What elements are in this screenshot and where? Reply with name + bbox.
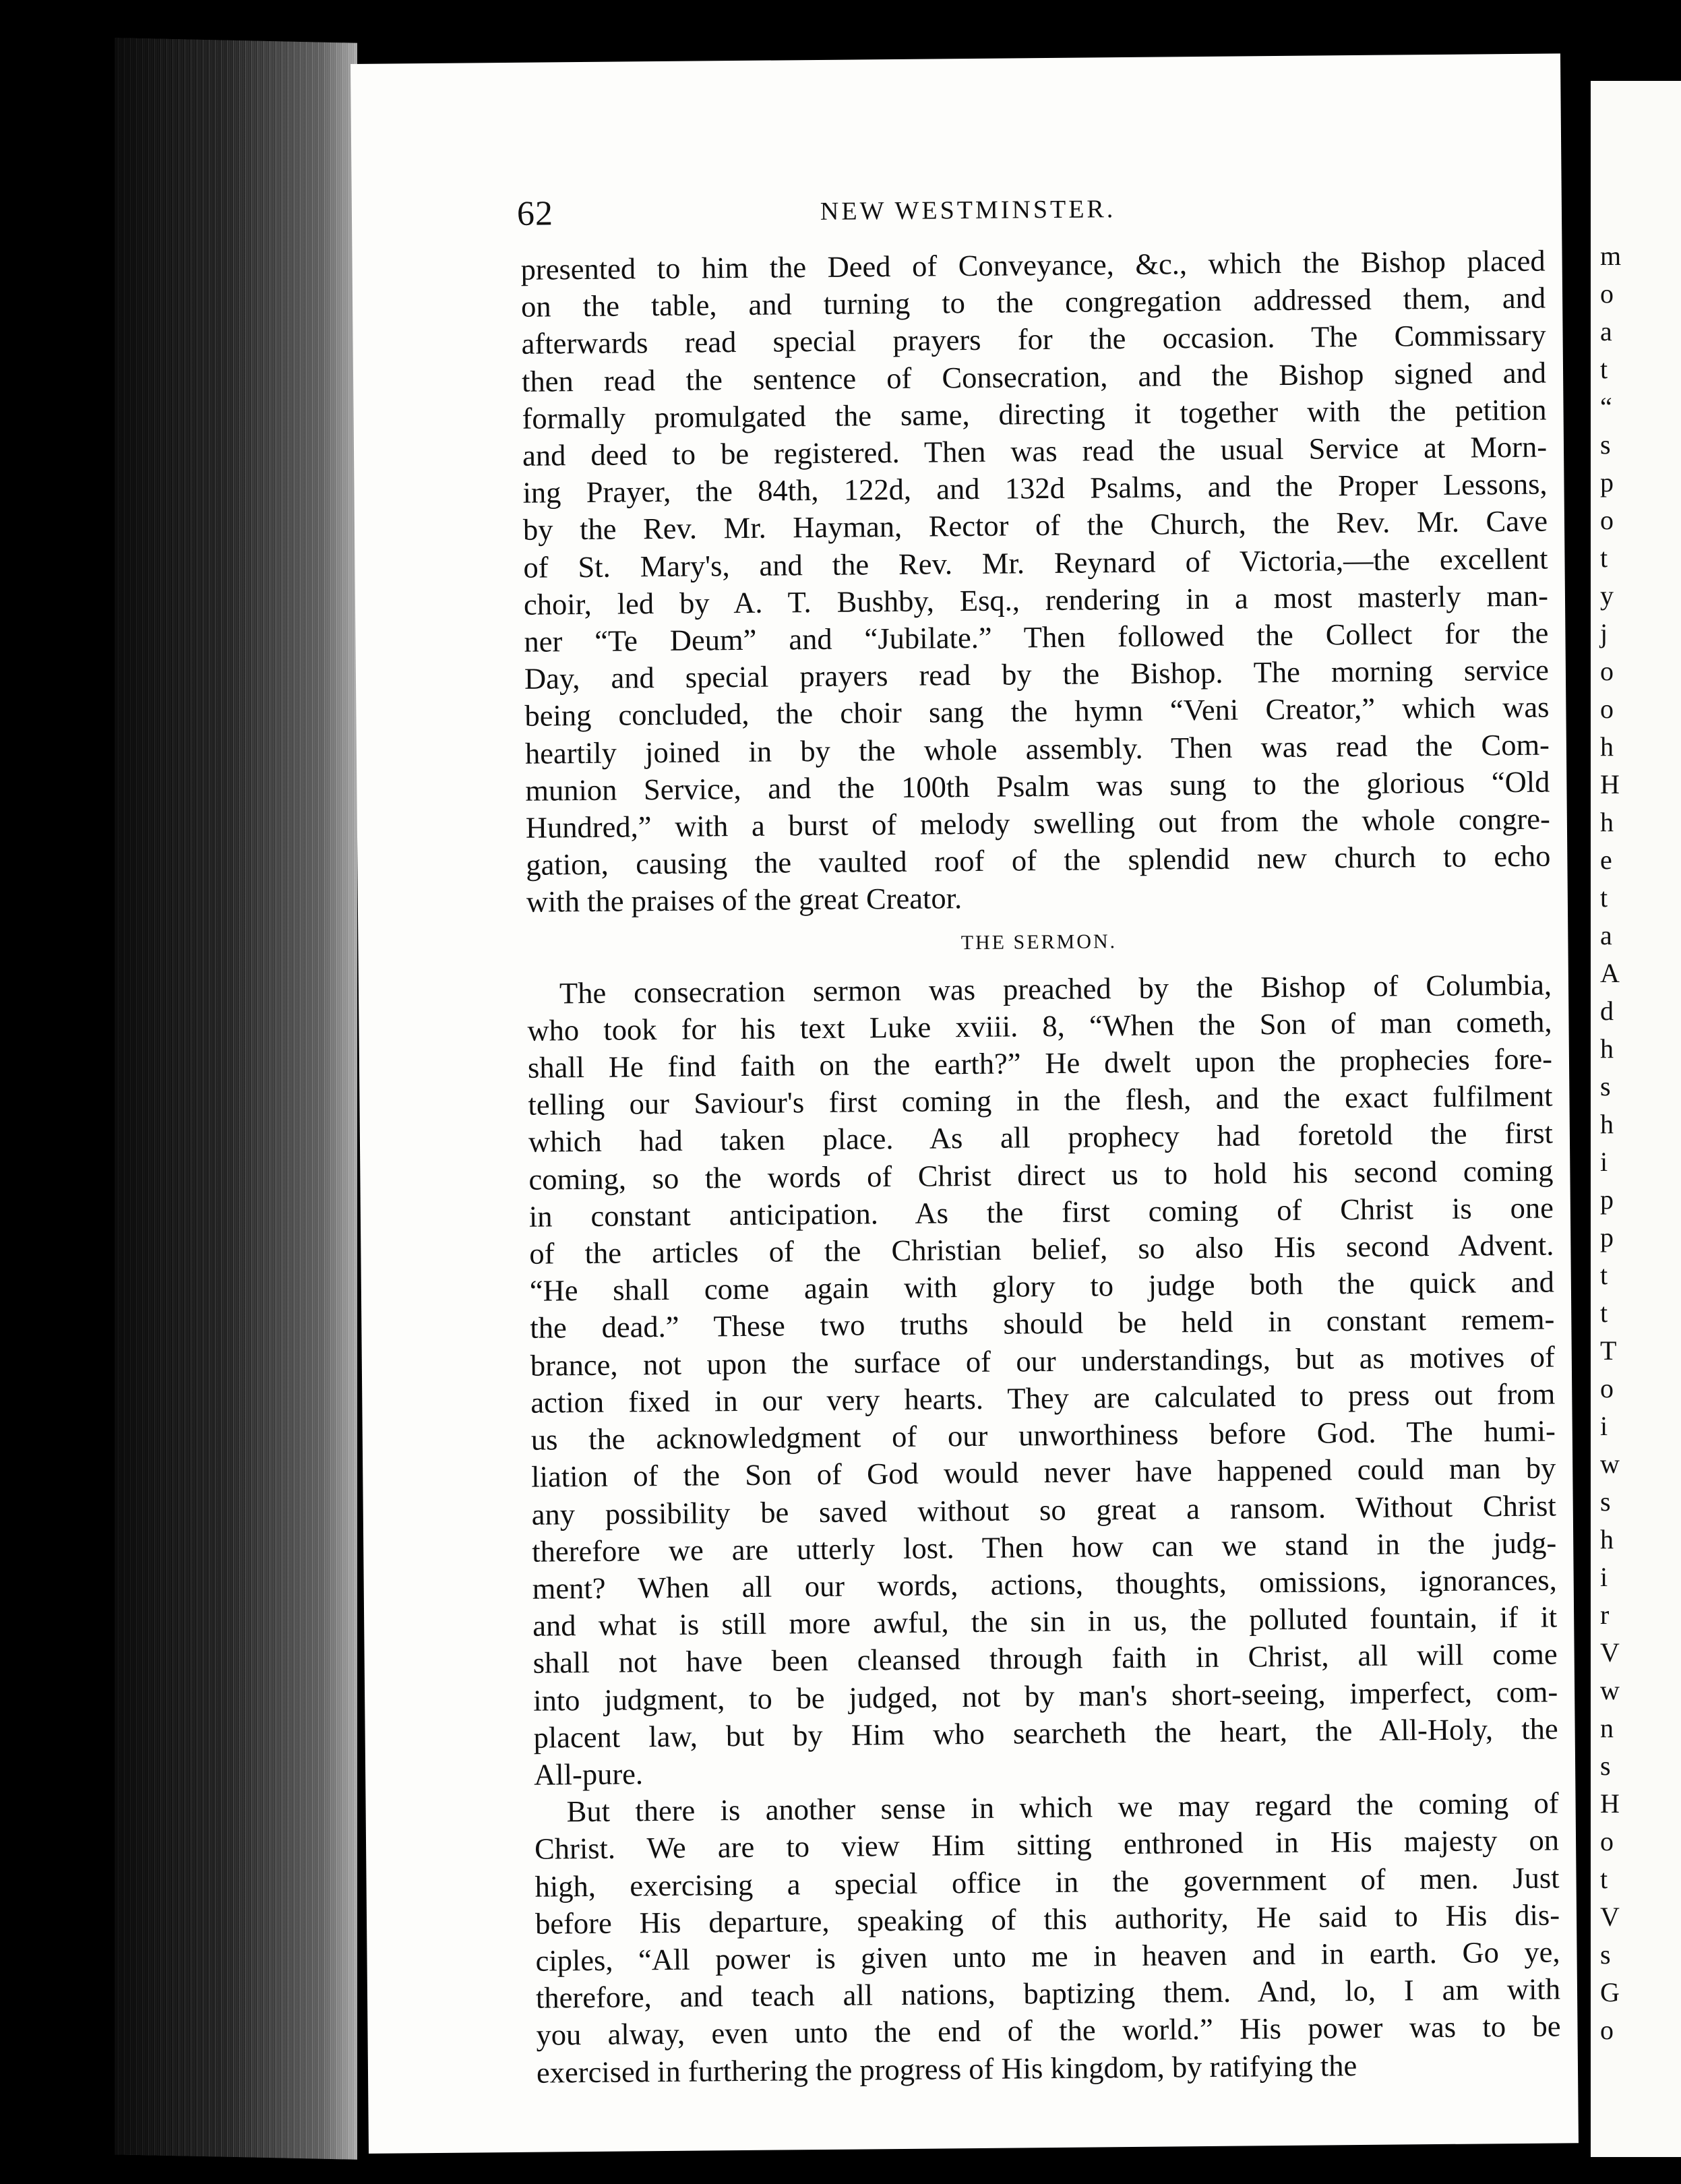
next-page-letter: i — [1600, 1411, 1608, 1441]
text-line: choir, led by A. T. Bushby, Esq., rendering in a most masterly man- — [523, 578, 1549, 621]
next-page-letter: d — [1600, 996, 1614, 1026]
running-head — [516, 185, 1541, 233]
next-page-letter: h — [1600, 807, 1614, 837]
text-line: us the acknowledgment of our unworthiness before God. The humi- — [530, 1414, 1556, 1457]
text-line: gation, causing the vaulted roof of the splendid new church to echo — [526, 839, 1551, 882]
text-line: Hundred,” with a burst of melody swelling out from the whole congre- — [525, 801, 1551, 845]
text-line: brance, not upon the surface of our understandings, but as motives of — [530, 1339, 1556, 1383]
page-body — [520, 243, 1561, 2092]
next-page-letter: H — [1600, 1788, 1620, 1819]
text-line: and deed to be registered. Then was read the usual Service at Morn- — [522, 429, 1548, 473]
next-page-letter: o — [1600, 1826, 1614, 1856]
paragraph-consecration — [520, 243, 1551, 921]
text-line: who took for his text Luke xviii. 8, “When the Son of man cometh, — [527, 1004, 1552, 1048]
next-page-letter: o — [1600, 694, 1614, 724]
text-line: “He shall come again with glory to judge both the quick and — [529, 1265, 1555, 1308]
text-line: with the praises of the great Creator. — [526, 881, 962, 919]
text-line: action fixed in our very hearts. They are calculated to press out from — [530, 1376, 1556, 1420]
text-line: ing Prayer, the 84th, 122d, and 132d Psalms, and the Proper Lessons, — [522, 466, 1548, 510]
running-title: NEW WESTMINSTER. — [820, 195, 1116, 226]
next-page-letter: r — [1600, 1600, 1610, 1630]
text-line: which had taken place. As all prophecy had foretold the first — [528, 1116, 1554, 1159]
text-line: by the Rev. Mr. Hayman, Rector of the Church, the Rev. Mr. Cave — [522, 504, 1548, 547]
next-page-letter: a — [1600, 316, 1612, 346]
text-line: therefore, and teach all nations, baptizing them. And, lo, I am with — [535, 1972, 1561, 2015]
text-line: any possibility be saved without so great a ransom. Without Christ — [531, 1488, 1556, 1531]
text-line: exercised in furthering the progress of His kingdom, by ratifying the — [536, 2048, 1357, 2090]
text-line: high, exercising a special office in the government of men. Just — [534, 1860, 1560, 1904]
text-line: Christ. We are to view Him sitting enthroned in His majesty on — [534, 1823, 1560, 1867]
next-page-letter: h — [1600, 1033, 1614, 1064]
book-page-edges — [115, 38, 357, 2160]
text-line: the dead.” These two truths should be held in constant remem- — [530, 1302, 1555, 1345]
next-page-letter: n — [1600, 1713, 1614, 1743]
next-page-letter: m — [1600, 241, 1622, 271]
text-line: on the table, and turning to the congregation addressed them, and — [520, 280, 1546, 324]
text-line: All-pure. — [533, 1757, 644, 1792]
book-page — [350, 53, 1579, 2154]
next-page-letter: s — [1600, 1751, 1611, 1781]
text-line: therefore we are utterly lost. Then how can we stand in the judg- — [532, 1525, 1557, 1569]
text-line: being concluded, the choir sang the hymn “Veni Creator,” which was — [524, 690, 1550, 733]
next-page-letter: “ — [1600, 392, 1612, 422]
next-page-letter: p — [1600, 467, 1614, 497]
text-line: in constant anticipation. As the first coming of Christ is one — [528, 1190, 1554, 1234]
next-page-letter: w — [1600, 1449, 1620, 1479]
text-line: and what is still more awful, the sin in us, the polluted fountain, if it — [532, 1600, 1558, 1643]
section-heading: THE SERMON. — [960, 930, 1118, 954]
next-page-letter: T — [1600, 1335, 1617, 1366]
text-line: into judgment, to be judged, not by man's short-seeing, imperfect, com- — [532, 1674, 1558, 1718]
next-page-letter: o — [1600, 2015, 1614, 2045]
text-line: placent law, but by Him who searcheth the heart, the All-Holy, the — [533, 1711, 1558, 1755]
text-line: heartily joined in by the whole assembly. Then was read the Com- — [524, 727, 1550, 770]
next-page-letter: h — [1600, 1524, 1614, 1554]
text-line: Day, and special prayers read by the Bishop. The morning service — [524, 653, 1550, 696]
next-page-letter: i — [1600, 1562, 1608, 1592]
next-page-letter: A — [1600, 958, 1620, 988]
next-page-letter: h — [1600, 731, 1614, 762]
next-page-letter: o — [1600, 278, 1614, 309]
text-line: ner “Te Deum” and “Jubilate.” Then followed the Collect for the — [524, 615, 1549, 659]
text-line: before His departure, speaking of this authority, He said to His dis- — [534, 1898, 1560, 1941]
next-page-letter: t — [1600, 354, 1608, 384]
text-line: of St. Mary's, and the Rev. Mr. Reynard of Victoria,—the excellent — [523, 541, 1548, 584]
next-page-letter: j — [1600, 618, 1608, 648]
next-page-letter: V — [1600, 1902, 1620, 1932]
next-page-letter: s — [1600, 429, 1611, 460]
text-line: The consecration sermon was preached by the Bishop of Columbia, — [559, 967, 1552, 1010]
text-line: shall not have been cleansed through faith in Christ, all will come — [532, 1637, 1558, 1680]
next-page-letter: i — [1600, 1147, 1608, 1177]
text-line: of the articles of the Christian belief, so also His second Advent. — [529, 1227, 1554, 1271]
text-line: But there is another sense in which we may regard the coming of — [566, 1786, 1559, 1829]
next-page-letter: V — [1600, 1637, 1620, 1668]
next-page-letter: t — [1600, 1298, 1608, 1328]
next-page-letter: s — [1600, 1486, 1611, 1517]
text-line: coming, so the words of Christ direct us to hold his second coming — [528, 1153, 1554, 1196]
next-page-letter: y — [1600, 580, 1614, 611]
text-line: afterwards read special prayers for the occasion. The Commissary — [521, 317, 1546, 361]
text-line: munion Service, and the 100th Psalm was sung to the glorious “Old — [525, 764, 1550, 808]
next-page-letter: w — [1600, 1675, 1620, 1705]
text-line: presented to him the Deed of Conveyance, &c., which the Bishop placed — [520, 243, 1546, 286]
next-page-letter: t — [1600, 1864, 1608, 1894]
next-page-fragment — [1591, 81, 1681, 2157]
text-line: you alway, even unto the end of the world.” His power was to be — [536, 2009, 1561, 2053]
next-page-letter: h — [1600, 1109, 1614, 1139]
paragraph-second-sense — [534, 1785, 1561, 2092]
text-line: telling our Saviour's first coming in the flesh, and the exact fulfilment — [528, 1079, 1553, 1122]
next-page-letter: s — [1600, 1939, 1611, 1970]
next-page-letter: t — [1600, 543, 1608, 573]
next-page-letter: p — [1600, 1184, 1614, 1215]
next-page-letter: G — [1600, 1977, 1620, 2007]
next-page-letter: s — [1600, 1071, 1611, 1101]
text-line: liation of the Son of God would never have happened could man by — [531, 1451, 1556, 1494]
next-page-letter: a — [1600, 920, 1612, 950]
page-number: 62 — [516, 194, 554, 233]
next-page-letter: t — [1600, 882, 1608, 913]
text-line: shall He find faith on the earth?” He dwelt upon the prophecies fore- — [527, 1041, 1553, 1085]
next-page-letter: p — [1600, 1222, 1614, 1252]
text-line: then read the sentence of Consecration, and the Bishop signed and — [521, 355, 1547, 398]
next-page-letter: e — [1600, 845, 1612, 875]
text-line: ment? When all our words, actions, thoughts, omissions, ignorances, — [532, 1563, 1557, 1606]
next-page-letter: o — [1600, 656, 1614, 686]
next-page-letter: o — [1600, 505, 1614, 535]
text-line: ciples, “All power is given unto me in heaven and in earth. Go ye, — [535, 1935, 1560, 1978]
next-page-letter: o — [1600, 1373, 1614, 1403]
next-page-letter: H — [1600, 769, 1620, 799]
next-page-letter: t — [1600, 1260, 1608, 1290]
text-line: formally promulgated the same, directing it together with the petition — [522, 392, 1547, 435]
paragraph-sermon — [527, 966, 1559, 1794]
